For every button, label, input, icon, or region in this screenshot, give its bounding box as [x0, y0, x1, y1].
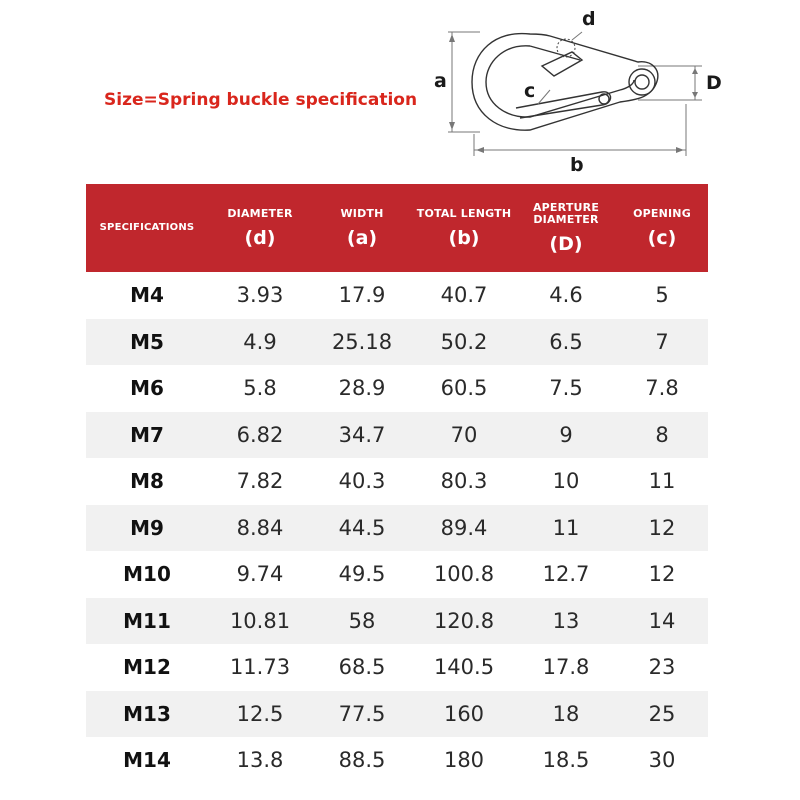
- cell-opening: 25: [648, 701, 676, 726]
- table-row: [86, 272, 708, 319]
- cell-width: 44.5: [338, 515, 386, 540]
- cell-diameter: 3.93: [236, 283, 284, 308]
- table-row: [86, 691, 708, 738]
- cell-total-length: 70: [450, 422, 478, 447]
- table-row: [86, 737, 708, 784]
- cell-width: 88.5: [338, 748, 386, 773]
- header-specifications: SPECIFICATIONS: [99, 222, 195, 233]
- table-row: [86, 551, 708, 598]
- cell-spec: M12: [123, 655, 171, 680]
- cell-spec: M11: [123, 608, 171, 633]
- table-row: [86, 458, 708, 505]
- cell-spec: M8: [130, 469, 164, 494]
- cell-width: 49.5: [338, 562, 386, 587]
- cell-diameter: 8.84: [236, 515, 284, 540]
- cell-total-length: 100.8: [433, 562, 495, 587]
- cell-aperture-diameter: 4.6: [549, 283, 583, 308]
- cell-opening: 12: [648, 562, 676, 587]
- cell-diameter: 9.74: [236, 562, 284, 587]
- cell-total-length: 80.3: [440, 469, 488, 494]
- cell-diameter: 4.9: [243, 329, 277, 354]
- cell-spec: M13: [123, 701, 171, 726]
- cell-width: 68.5: [338, 655, 386, 680]
- cell-aperture-diameter: 7.5: [549, 376, 583, 401]
- cell-aperture-diameter: 11: [552, 515, 580, 540]
- specification-table: [86, 184, 708, 784]
- cell-width: 58: [348, 608, 376, 633]
- cell-spec: M7: [130, 422, 164, 447]
- cell-aperture-diameter: 18.5: [542, 748, 590, 773]
- cell-total-length: 50.2: [440, 329, 488, 354]
- cell-spec: M4: [130, 283, 164, 308]
- cell-aperture-diameter: 9: [559, 422, 573, 447]
- cell-width: 40.3: [338, 469, 386, 494]
- header-width: WIDTH (a): [340, 206, 384, 249]
- cell-spec: M10: [123, 562, 171, 587]
- header-opening: OPENING (c): [633, 206, 691, 249]
- page-title: Size=Spring buckle specification: [104, 90, 418, 110]
- cell-diameter: 5.8: [243, 376, 277, 401]
- cell-diameter: 13.8: [236, 748, 284, 773]
- table-row: [86, 598, 708, 645]
- label-b: b: [570, 154, 584, 176]
- cell-spec: M5: [130, 329, 164, 354]
- header-aperture-diameter: APERTURE DIAMETER (D): [532, 200, 600, 255]
- cell-spec: M9: [130, 515, 164, 540]
- cell-total-length: 140.5: [433, 655, 495, 680]
- cell-opening: 7: [655, 329, 669, 354]
- table-row: [86, 644, 708, 691]
- cell-aperture-diameter: 6.5: [549, 329, 583, 354]
- cell-opening: 23: [648, 655, 676, 680]
- cell-aperture-diameter: 13: [552, 608, 580, 633]
- cell-spec: M6: [130, 376, 164, 401]
- cell-diameter: 11.73: [229, 655, 291, 680]
- table-header-row: [86, 184, 708, 272]
- table-row: [86, 412, 708, 459]
- cell-aperture-diameter: 12.7: [542, 562, 590, 587]
- cell-opening: 5: [655, 283, 669, 308]
- cell-opening: 14: [648, 608, 676, 633]
- label-d: d: [582, 8, 596, 30]
- table-row: [86, 319, 708, 366]
- cell-diameter: 12.5: [236, 701, 284, 726]
- cell-width: 25.18: [331, 329, 393, 354]
- table-body: [86, 272, 708, 784]
- cell-diameter: 7.82: [236, 469, 284, 494]
- label-D: D: [706, 72, 722, 94]
- cell-total-length: 40.7: [440, 283, 488, 308]
- cell-total-length: 160: [443, 701, 485, 726]
- cell-opening: 12: [648, 515, 676, 540]
- cell-total-length: 180: [443, 748, 485, 773]
- cell-aperture-diameter: 10: [552, 469, 580, 494]
- cell-opening: 11: [648, 469, 676, 494]
- cell-opening: 7.8: [645, 376, 679, 401]
- cell-width: 34.7: [338, 422, 386, 447]
- cell-diameter: 10.81: [229, 608, 291, 633]
- label-c: c: [524, 80, 536, 102]
- cell-aperture-diameter: 18: [552, 701, 580, 726]
- cell-spec: M14: [123, 748, 171, 773]
- cell-total-length: 89.4: [440, 515, 488, 540]
- label-a: a: [434, 70, 447, 92]
- cell-width: 28.9: [338, 376, 386, 401]
- cell-total-length: 60.5: [440, 376, 488, 401]
- header-diameter: DIAMETER (d): [227, 206, 293, 249]
- cell-aperture-diameter: 17.8: [542, 655, 590, 680]
- header-total-length: TOTAL LENGTH (b): [416, 206, 512, 249]
- carabiner-diagram: [420, 4, 740, 184]
- cell-opening: 8: [655, 422, 669, 447]
- cell-width: 17.9: [338, 283, 386, 308]
- cell-diameter: 6.82: [236, 422, 284, 447]
- cell-opening: 30: [648, 748, 676, 773]
- cell-width: 77.5: [338, 701, 386, 726]
- table-row: [86, 365, 708, 412]
- cell-total-length: 120.8: [433, 608, 495, 633]
- table-row: [86, 505, 708, 552]
